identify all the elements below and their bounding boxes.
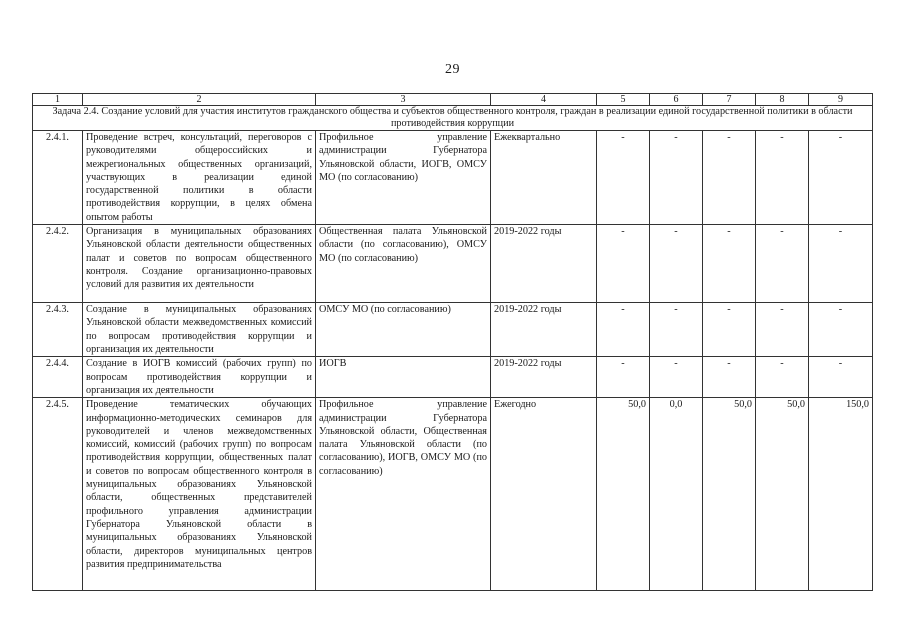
- term: 2019-2022 годы: [491, 225, 597, 303]
- value-col-6: -: [650, 303, 703, 357]
- row-number: 2.4.1.: [33, 131, 83, 225]
- table-row: [33, 303, 873, 357]
- column-number-row: [33, 94, 873, 106]
- table-row: [33, 357, 873, 398]
- task-title: Задача 2.4. Создание условий для участия институтов гражданского общества и субъектов общественного контроля, граждан в реализации единой государственной политики в области противодействия коррупции: [33, 106, 873, 131]
- value-col-6: -: [650, 357, 703, 398]
- term: Ежеквартально: [491, 131, 597, 225]
- activities-table: [32, 93, 873, 591]
- value-col-8: -: [756, 131, 809, 225]
- term: 2019-2022 годы: [491, 303, 597, 357]
- value-col-7: -: [703, 131, 756, 225]
- row-number: 2.4.5.: [33, 398, 83, 591]
- activity-description: Проведение тематических обучающих информационно-методических семинаров для руководителей и членов межведомственных комиссий, комиссий (рабочих групп) по вопросам противодействия коррупции, общественных палат и советов по вопросам общественного контроля в муниципальных образованиях Ульяновской области, общественных представителей профильного управления администрации Губернатора Ульяновской области в муниципальных образованиях Ульяновской области, директоров муниципальных центров развития предпринимательства: [83, 398, 316, 591]
- value-col-8: -: [756, 357, 809, 398]
- column-number: 2: [83, 94, 316, 106]
- value-col-7: 50,0: [703, 398, 756, 591]
- value-col-5: -: [597, 225, 650, 303]
- value-col-8: -: [756, 303, 809, 357]
- value-col-5: -: [597, 131, 650, 225]
- table-row: [33, 398, 873, 591]
- executor: Общественная палата Ульяновской области (по согласованию), ОМСУ МО (по согласованию): [316, 225, 491, 303]
- column-number: 8: [756, 94, 809, 106]
- column-number: 4: [491, 94, 597, 106]
- column-number: 9: [809, 94, 873, 106]
- row-number: 2.4.3.: [33, 303, 83, 357]
- value-col-5: -: [597, 303, 650, 357]
- table-row: [33, 131, 873, 225]
- row-number: 2.4.4.: [33, 357, 83, 398]
- executor: ИОГВ: [316, 357, 491, 398]
- activity-description: Создание в ИОГВ комиссий (рабочих групп) по вопросам противодействия коррупции и организация их деятельности: [83, 357, 316, 398]
- value-col-6: -: [650, 225, 703, 303]
- table-row: [33, 225, 873, 303]
- value-col-5: -: [597, 357, 650, 398]
- executor: Профильное управление администрации Губернатора Ульяновской области, ИОГВ, ОМСУ МО (по согласованию): [316, 131, 491, 225]
- page-number: 29: [445, 62, 460, 77]
- column-number: 6: [650, 94, 703, 106]
- value-col-9: -: [809, 303, 873, 357]
- task-row: [33, 106, 873, 131]
- term: 2019-2022 годы: [491, 357, 597, 398]
- executor: Профильное управление администрации Губернатора Ульяновской области, Общественная палата Ульяновской области (по согласованию), ИОГВ, ОМСУ МО (по согласованию): [316, 398, 491, 591]
- value-col-7: -: [703, 303, 756, 357]
- value-col-9: 150,0: [809, 398, 873, 591]
- activity-description: Создание в муниципальных образованиях Ульяновской области межведомственных комиссий по вопросам противодействия коррупции и организация их деятельности: [83, 303, 316, 357]
- activity-description: Организация в муниципальных образованиях Ульяновской области деятельности общественных палат и советов по вопросам общественного контроля. Создание организационно-правовых условий для развития их деятельности: [83, 225, 316, 303]
- value-col-9: -: [809, 131, 873, 225]
- value-col-8: -: [756, 225, 809, 303]
- executor: ОМСУ МО (по согласованию): [316, 303, 491, 357]
- row-number: 2.4.2.: [33, 225, 83, 303]
- term: Ежегодно: [491, 398, 597, 591]
- value-col-6: -: [650, 131, 703, 225]
- column-number: 5: [597, 94, 650, 106]
- column-number: 7: [703, 94, 756, 106]
- value-col-5: 50,0: [597, 398, 650, 591]
- column-number: 1: [33, 94, 83, 106]
- value-col-7: -: [703, 357, 756, 398]
- value-col-9: -: [809, 225, 873, 303]
- column-number: 3: [316, 94, 491, 106]
- value-col-7: -: [703, 225, 756, 303]
- value-col-6: 0,0: [650, 398, 703, 591]
- value-col-8: 50,0: [756, 398, 809, 591]
- value-col-9: -: [809, 357, 873, 398]
- activity-description: Проведение встреч, консультаций, переговоров с руководителями общероссийских и межрегиональных общественных организаций, участвующих в реализации единой государственной политики в области противодействия коррупции, в целях обмена опытом работы: [83, 131, 316, 225]
